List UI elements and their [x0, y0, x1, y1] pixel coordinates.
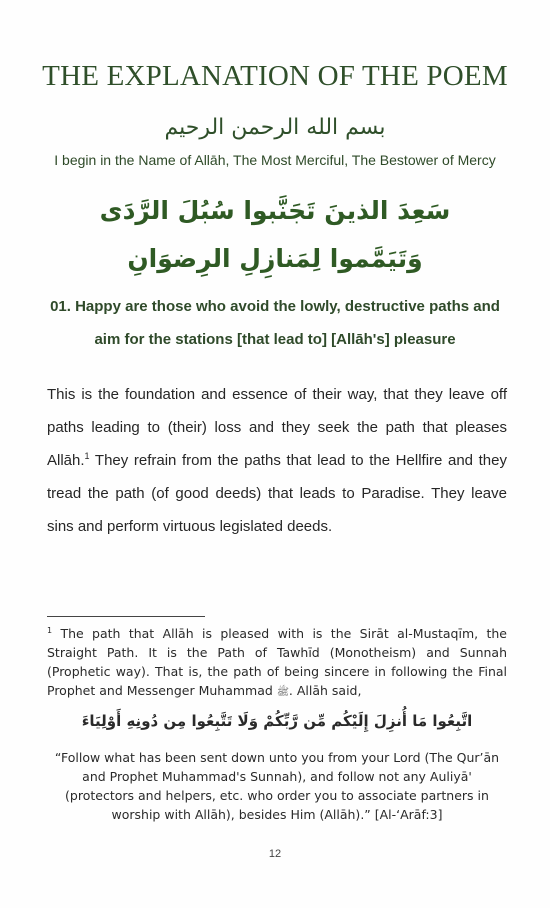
- explanation-paragraph: [47, 378, 507, 543]
- footnote-ayah-arabic: اتَّبِعُوا مَا أُنزِلَ إِلَيْكُم مِّن رَّبِّكُمْ وَلَا تَتَّبِعُوا مِن دُونِهِ أَوْلِيَاءَ: [81, 712, 473, 730]
- paragraph-text-start: This is the foundation and essence of their way, that they leave off paths leading to (their) loss and they seek the path that pleases Allāh.: [47, 386, 507, 469]
- footnote-end-text: . Allāh said,: [288, 683, 362, 698]
- salawat-icon: ﷺ: [276, 687, 289, 698]
- verse-arabic-line-1: سَعِدَ الذينَ تَجَنَّبوا سُبُلَ الرَّدَى: [99, 196, 451, 225]
- footnote-mark: 1: [47, 625, 53, 635]
- page-number: 12: [268, 848, 282, 860]
- footnote-text: [47, 624, 507, 702]
- footnote-main-text: The path that Allāh is pleased with is the Sirāt al-Mustaqīm, the Straight Path. It is the Path of Tawhīd (Monotheism) and Sunnah (Prophetic way). That is, the path of being sincere in following the Final Prophet and Messenger Muhammad: [47, 626, 507, 698]
- footnote-divider: [47, 616, 205, 617]
- verse-translation-line-2: aim for the stations [that lead to] [Allāh's] pleasure: [94, 331, 456, 348]
- basmala-translation: I begin in the Name of Allāh, The Most Merciful, The Bestower of Mercy: [54, 152, 496, 168]
- basmala-arabic: بسم الله الرحمن الرحيم: [164, 115, 386, 140]
- paragraph-text-end: They refrain from the paths that lead to the Hellfire and they tread the path (of good deeds) that leads to Paradise. They leave sins and perform virtuous legislated deeds.: [47, 452, 507, 535]
- footnote-reference[interactable]: 1: [84, 451, 90, 461]
- verse-arabic-line-2: وَتَيَمَّموا لِمَنازِلِ الرِضوَانِ: [127, 244, 423, 273]
- page-title: THE EXPLANATION OF THE POEM: [42, 60, 508, 92]
- verse-translation-line-1: 01. Happy are those who avoid the lowly, destructive paths and: [50, 298, 500, 315]
- footnote-ayah-translation: “Follow what has been sent down unto you from your Lord (The Qur’ān and Prophet Muhammad's Sunnah), and follow not any Auliyā' (protectors and helpers, etc. who order you to associate partners in worship with Allāh), besides Him (Allāh).” [Al-‘Arāf:3]: [54, 750, 500, 822]
